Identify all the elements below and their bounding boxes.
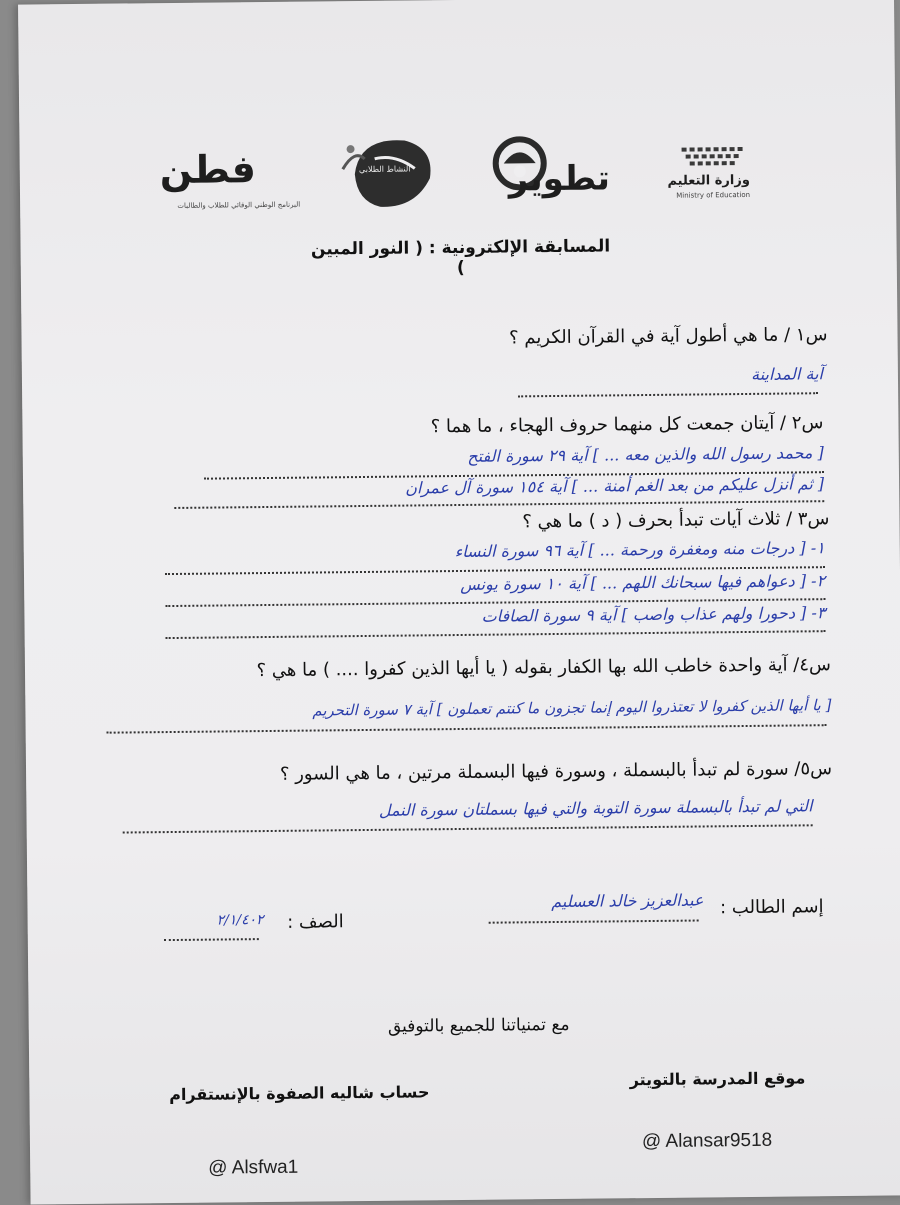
answer-4: [ يا أيها الذين كفروا لا تعتذروا اليوم إنما تجزون ما كنتم تعملون ] آية ٧ سورة التحريم [312, 696, 832, 720]
student-activity-name: النشاط الطلابي [358, 164, 411, 175]
instagram-label: حساب شاليه الصفوة بالإنستقرام [169, 1082, 430, 1105]
tatweer-name: تطوير [508, 158, 611, 200]
ministry-sub: Ministry of Education [676, 190, 751, 200]
ministry-logo [630, 145, 751, 206]
answer-3c: ٣- [ دحورا ولهم عذاب واصب ] آية ٩ سورة الصافات [481, 603, 826, 626]
wish-text: مع تمنياتنا للجميع بالتوفيق [387, 1014, 570, 1037]
answer-line [123, 822, 813, 833]
worksheet-page [18, 0, 900, 1205]
question-3: س٣ / ثلاث آيات تبدأ بحرف ( د ) ما هي ؟ [522, 508, 830, 533]
answer-line [174, 498, 824, 509]
student-name-value: عبدالعزيز خالد العسليم [551, 890, 704, 912]
answer-line [489, 918, 699, 924]
answer-line [166, 628, 826, 639]
answer-line [107, 722, 827, 734]
answer-line [164, 936, 259, 941]
twitter-handle[interactable]: @ Alansar9518 [641, 1129, 773, 1153]
answer-5: التي لم تبدأ بالبسملة سورة التوبة والتي فيها بسملتان سورة النمل [378, 796, 813, 820]
question-2: س٢ / آيتان جمعت كل منهما حروف الهجاء ، ما هما ؟ [430, 412, 824, 438]
page-title: المسابقة الإلكترونية : ( النور المبين ) [310, 236, 611, 279]
answer-2b: [ ثم أنزل عليكم من بعد الغم أمنة ... ] آية ١٥٤ سورة آل عمران [405, 474, 825, 498]
answer-1: آية المداينة [750, 364, 824, 384]
tatweer-logo [479, 128, 610, 209]
twitter-label: موقع المدرسة بالتويتر [629, 1068, 806, 1090]
fatin-name: فطن [159, 147, 257, 193]
student-activity-logo [324, 128, 445, 214]
answer-3b: ٢- [ دعواهم فيها سبحانك اللهم ... ] آية ١٠ سورة يونس [460, 571, 826, 594]
instagram-handle[interactable]: @ Alsfwa1 [208, 1156, 299, 1179]
question-4: س٤/ آية واحدة خاطب الله بها الكفار بقوله ( يا أيها الذين كفروا .... ) ما هي ؟ [256, 654, 832, 682]
fatin-logo [150, 147, 301, 219]
class-label: الصف : [287, 911, 344, 933]
ministry-name: وزارة التعليم [667, 172, 750, 189]
student-name-label: إسم الطالب : [719, 896, 824, 919]
answer-2a: [ محمد رسول الله والذين معه ... ] آية ٢٩ سورة الفتح [467, 443, 824, 466]
question-5: س٥/ سورة لم تبدأ بالبسملة ، وسورة فيها البسملة مرتين ، ما هي السور ؟ [279, 758, 833, 785]
class-value: ٢/١/٤٠٢ [216, 912, 264, 929]
answer-line [518, 390, 818, 397]
fatin-sub: البرنامج الوطني الوقائي للطلاب والطالبات [177, 200, 301, 210]
ministry-pattern-icon [680, 145, 750, 168]
answer-3a: ١- [ درجات منه ومغفرة ورحمة ... ] آية ٩٦ سورة النساء [454, 538, 825, 562]
question-1: س١ / ما هي أطول آية في القرآن الكريم ؟ [508, 324, 828, 349]
